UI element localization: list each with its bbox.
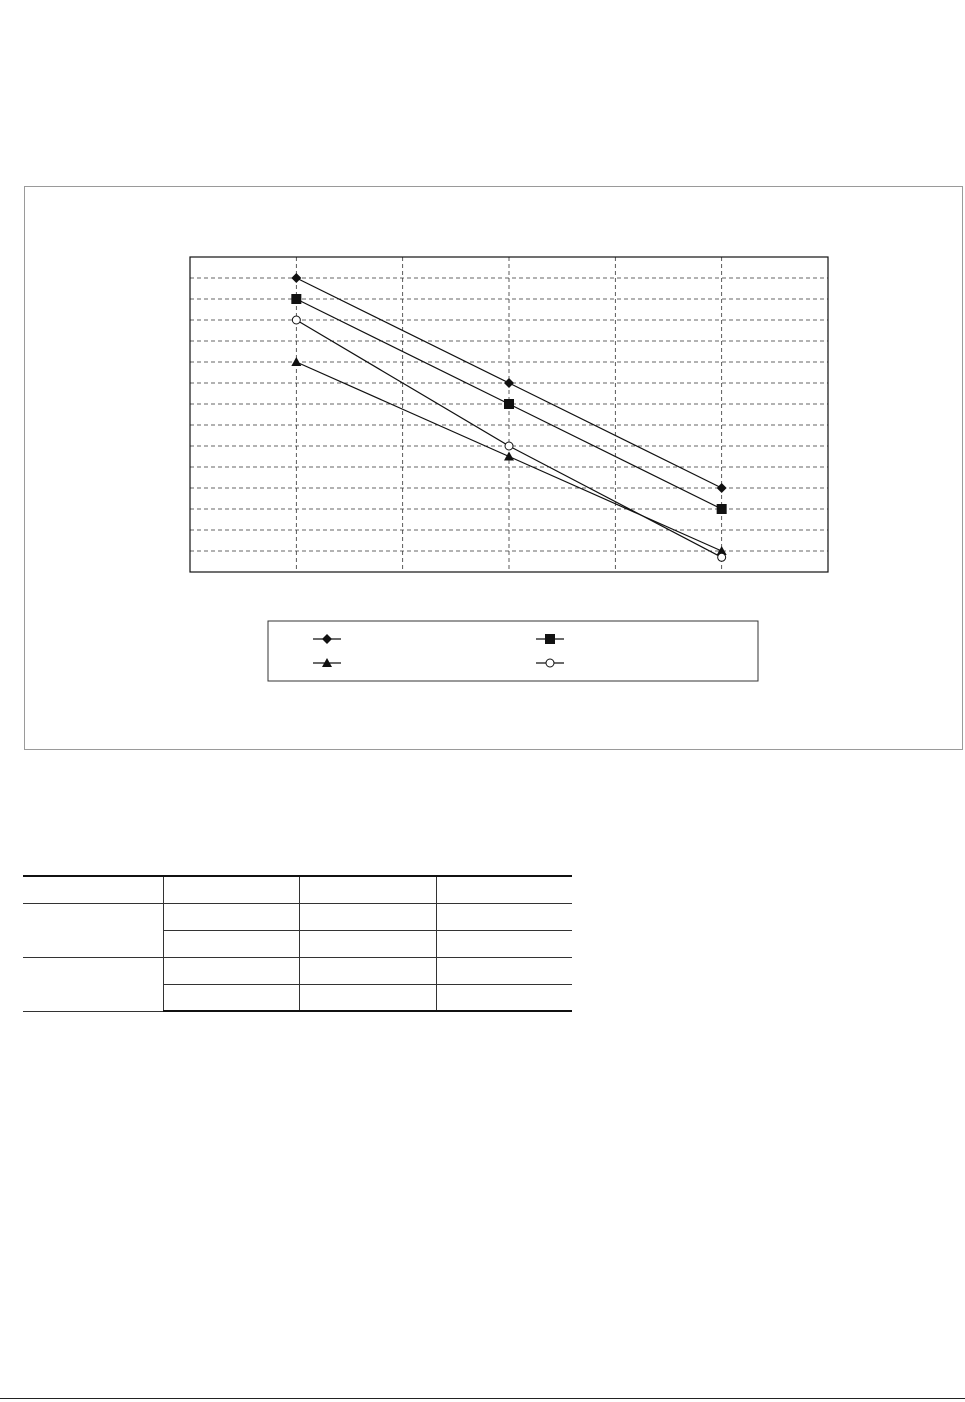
table-group-cell [23, 903, 163, 957]
data-point [504, 378, 514, 388]
table-cell [163, 930, 299, 957]
data-point [292, 316, 300, 324]
data-point [717, 504, 727, 514]
legend [268, 621, 758, 681]
table-cell [436, 903, 572, 930]
table-header-cell [436, 876, 572, 903]
table-cell [436, 957, 572, 984]
chart-frame [24, 186, 963, 750]
table-header-cell [163, 876, 299, 903]
table-row [23, 957, 572, 984]
data-point [291, 273, 301, 283]
data-point [504, 399, 514, 409]
table-cell [436, 984, 572, 1011]
table-cell [299, 984, 436, 1011]
data-point [291, 294, 301, 304]
footer-rule [0, 1398, 965, 1399]
table-row [23, 903, 572, 930]
table-group-cell [23, 957, 163, 1011]
table-cell [299, 903, 436, 930]
data-point [505, 442, 513, 450]
table-cell [299, 957, 436, 984]
data-point [504, 452, 514, 461]
table-header-cell [299, 876, 436, 903]
legend-marker [546, 659, 554, 667]
data-point [718, 553, 726, 561]
table-cell [163, 903, 299, 930]
table-cell [299, 930, 436, 957]
table-header-cell [23, 876, 163, 903]
legend-box [268, 621, 758, 681]
table-header-row [23, 876, 572, 903]
legend-marker [545, 634, 555, 644]
line-chart [25, 187, 964, 751]
table-cell [163, 957, 299, 984]
data-point [291, 357, 301, 366]
data-table [23, 875, 572, 1012]
gridlines [190, 257, 828, 572]
data-point [717, 483, 727, 493]
table-cell [436, 930, 572, 957]
table-cell [163, 984, 299, 1011]
